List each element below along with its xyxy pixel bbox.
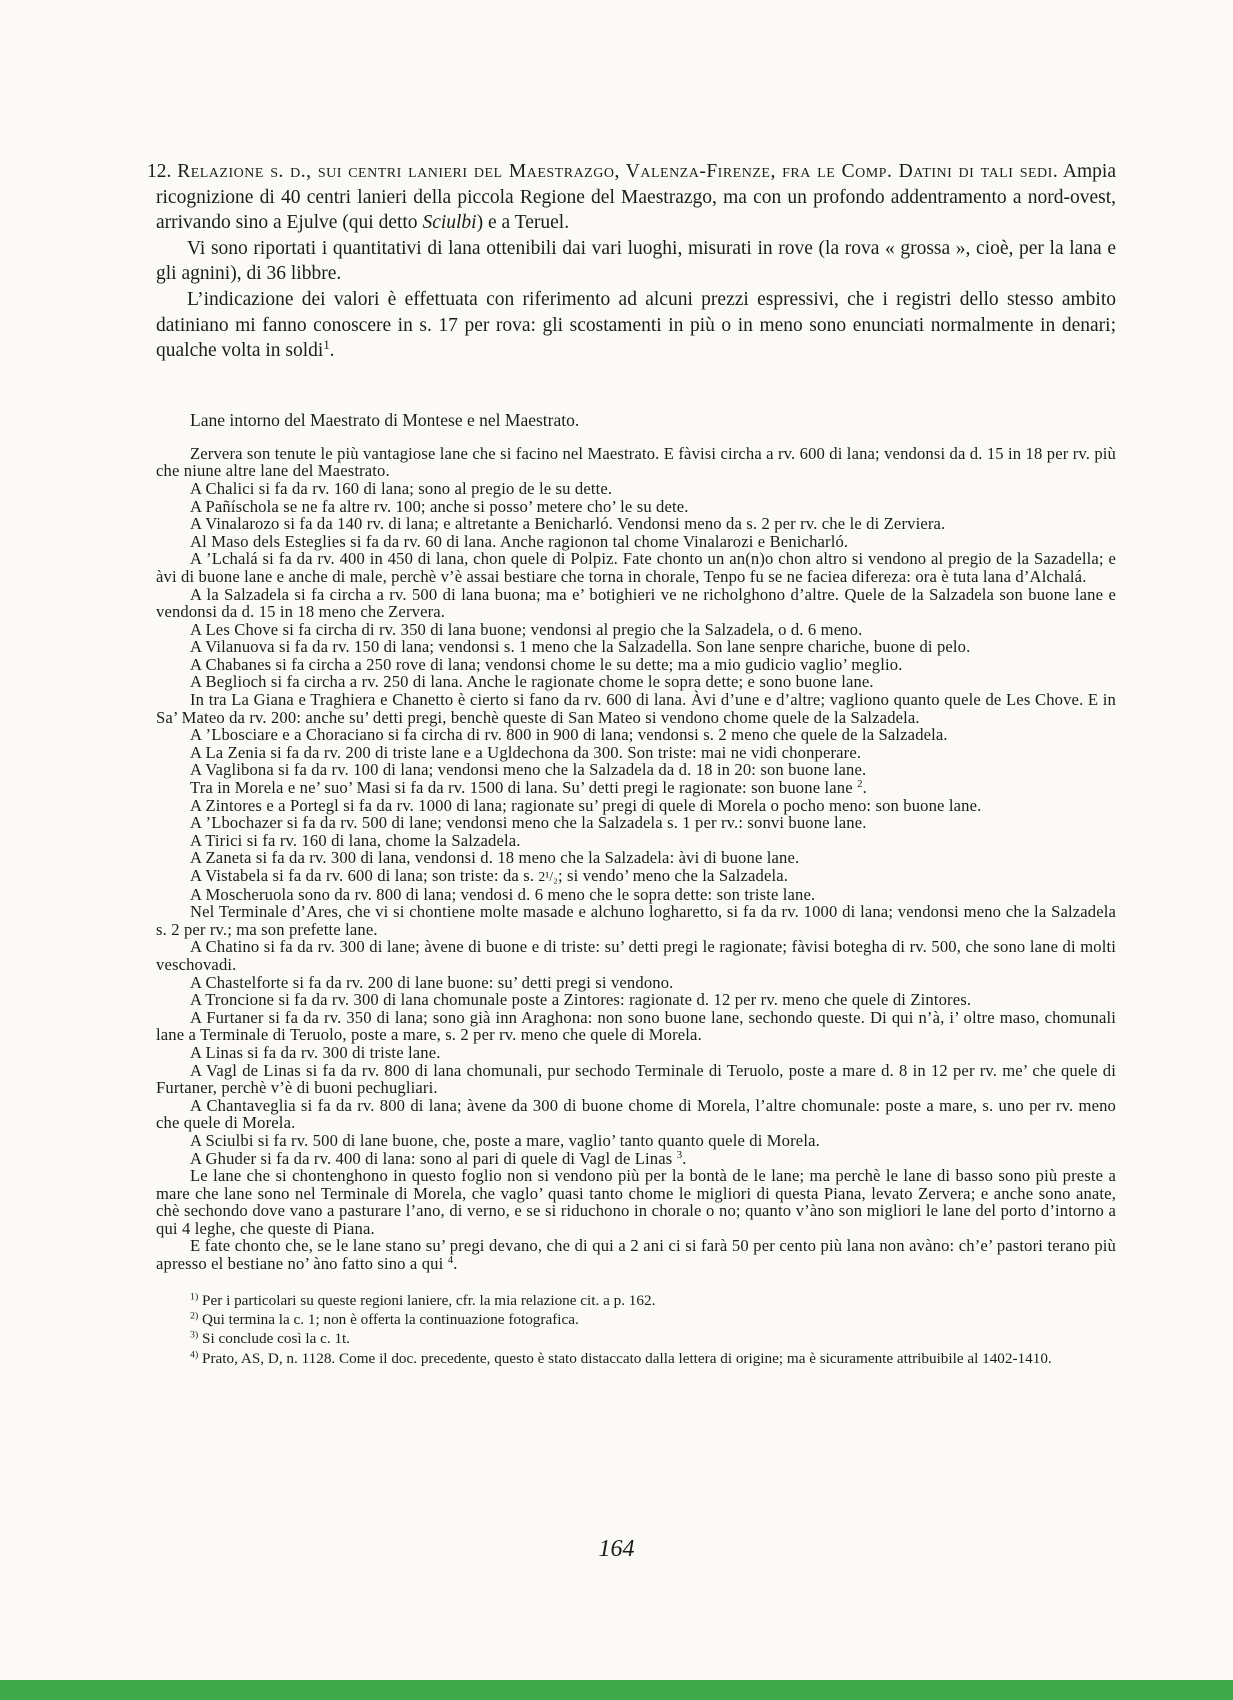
page-number: 164: [598, 1536, 635, 1562]
doc-paragraph: A Pañíschola se ne fa altre rv. 100; anche si posso’ metere cho’ le su dete.: [190, 496, 689, 516]
page-content: [147, 159, 1117, 1368]
doc-paragraph: A Vagl de Linas si fa da rv. 800 di lana chomunali, pur sechodo Terminale di Teruolo, poste a mare d. 8 in 12 per rv. me’ che quele di Furtaner, perchè v’è di buoni pechugliari.: [156, 1060, 1116, 1098]
doc-paragraph-text: A Vistabela si fa da rv. 600 di lana; son triste: da s.: [190, 866, 539, 885]
footnote-text: Per i particolari su queste regioni laniere, cfr. la mia relazione cit. a p. 162.: [202, 1291, 656, 1309]
intro-text: Ampia ricognizione di 40 centri lanieri della piccola Regione del Maestrazgo, ma con un profondo addentramento a nord-ovest, arrivando sino a Ejulve (qui detto: [156, 161, 1117, 234]
doc-paragraph: A Sciulbi si fa rv. 500 di lane buone, che, poste a mare, vaglio’ tanto quanto quele di Morela.: [190, 1130, 820, 1150]
doc-paragraph: Zervera son tenute le più vantagiose lane che si facino nel Maestrato. E fàvisi circha a rv. 600 di lana; vendonsi da d. 15 in 18 per rv. più che niune altre lane del Maestrato.: [156, 443, 1116, 481]
footnote: [156, 1329, 1116, 1348]
footnote-text: Prato, AS, D, n. 1128. Come il doc. precedente, questo è stato distaccato dalla lettera di origine; ma è sicuramente attribuibile al 1402-1410.: [202, 1349, 1052, 1367]
footnote: [156, 1349, 1116, 1368]
doc-paragraph: A Beglioch si fa circha a rv. 250 di lana. Anche le ragionate chome le sopra dette; e sono buone lane.: [190, 672, 874, 692]
doc-paragraph: In tra La Giana e Traghiera e Chanetto è cierto si fano da rv. 600 di lana. Àvi d’une e d’altre; vagliono quanto quele de Les Chove. E in Sa’ Mateo da rv. 200: anche su’ detti pregi, benchè queste di San Mateo si vendono chome quele de la Salzadela.: [156, 690, 1116, 727]
doc-paragraph: A Chatino si fa da rv. 300 di lane; àvene di buone e di triste: su’ detti pregi le ragionate; fàvisi botegha di rv. 500, che sono lane di molti veschovadi.: [156, 937, 1116, 974]
doc-paragraph: A Chalici si fa da rv. 160 di lana; sono al pregio de le su dette.: [190, 478, 613, 498]
entry-number: 12.: [147, 161, 172, 182]
doc-paragraph: A ’Lbosciare e a Choraciano si fa circha di rv. 800 in 900 di lana; vendonsi s. 2 meno che quele de la Salzadela.: [190, 725, 948, 745]
doc-paragraph-text: Tra in Morela e ne’ suo’ Masi si fa da rv. 1500 di lana. Su’ detti pregi le ragionate: son buone lane: [190, 778, 853, 798]
document-title: Lane intorno del Maestrato di Montese e nel Maestrato.: [190, 409, 580, 430]
doc-paragraph: A Chabanes si fa circha a 250 rove di lana; vendonsi chome le su dette; ma a mio gudicio vaglio’ meglio.: [190, 654, 903, 674]
doc-paragraph: A Vaglibona si fa da rv. 100 di lana; vendonsi meno che la Salzadela da d. 18 in 20: son buone lane.: [190, 760, 867, 780]
doc-paragraph: A Vilanuova si fa da rv. 150 di lana; vendonsi s. 1 meno che la Salzadella. Son lane senpre chariche, buone di pelo.: [190, 637, 971, 657]
footnote-ref: 2: [857, 778, 863, 791]
footnote-text: Qui termina la c. 1; non è offerta la continuazione fotografica.: [202, 1310, 579, 1328]
doc-paragraph: Tra in Morela e ne’ suo’ Masi si fa da rv. 1500 di lana. Su’ detti pregi le ragionate: son buone lane $^2$.: [190, 778, 867, 798]
doc-paragraph: A Chastelforte si fa da rv. 200 di lane buone: su’ detti pregi si vendono.: [190, 972, 674, 992]
intro-text-end: ) e a Teruel.: [476, 212, 570, 234]
footnote-ref: 4: [447, 1254, 454, 1267]
fraction: 2¹/₂: [538, 869, 558, 884]
doc-paragraph: A La Zenia si fa da rv. 200 di triste lane e a Ugldechona da 300. Son triste: mai ne vidi chonperare.: [190, 742, 862, 762]
footnote-ref: 1: [323, 338, 330, 353]
intro-paragraph-3: [156, 287, 1116, 364]
footnote: [156, 1291, 1116, 1310]
doc-paragraph: Al Maso dels Esteglies si fa da rv. 60 di lana. Anche ragionon tal chome Vinalarozi e Benicharló.: [190, 531, 849, 551]
doc-paragraph: A Ghuder si fa da rv. 400 di lana: sono al pari di quele di Vagl de Linas $^3$.: [190, 1148, 687, 1168]
scan-edge-strip: [0, 1680, 1233, 1700]
document-body: [156, 445, 1116, 1273]
doc-paragraph: A Les Chove si fa circha di rv. 350 di lana buone; vendonsi al pregio che la Salzadela, o d. 6 meno.: [190, 619, 863, 639]
doc-paragraph: Le lane che si chontenghono in questo foglio non si vendono più per la bontà de le lane; ma perchè le lane di basso sono più preste a mare che lane sono nel Terminale di Morela, che vaglo’ quasi tanto chome le migliori di questa Piana, levato Zervera; e anche sono anate, chè sechondo dove vano a pasturare l’ano, di verno, e se si riduchono in chorale o no; quanto v’àno son migliori le lane del porto d’intorno a qui 4 leghe, che queste di Piana.: [156, 1166, 1116, 1238]
footnote-mark: 4): [190, 1349, 199, 1361]
doc-paragraph: A Furtaner si fa da rv. 350 di lana; sono già inn Araghona: non sono buone lane, sechondo queste. Di qui n’à, i’ oltre maso, chomunali lane a Terminale di Teruolo, poste a mare, s. 2 per rv. meno che quele di Morela.: [156, 1007, 1116, 1045]
doc-paragraph: A Zintores e a Portegl si fa da rv. 1000 di lana; ragionate su’ pregi di quele di Morela o pocho meno: son buone lane.: [190, 795, 982, 815]
footnote-mark: 1): [190, 1291, 199, 1303]
doc-paragraph: A Moscheruola sono da rv. 800 di lana; vendosi d. 6 meno che le sopra dette: son triste lane.: [190, 884, 816, 904]
intro-paragraph-1: [147, 159, 1117, 236]
doc-paragraph: A Vinalarozo si fa da 140 rv. di lana; e altretante a Benicharló. Vendonsi meno da s. 2 per rv. che le di Zerviera.: [190, 514, 946, 534]
doc-paragraph: A Troncione si fa da rv. 300 di lana chomunale poste a Zintores: ragionate d. 12 per rv. meno che quele di Zintores.: [190, 990, 972, 1010]
doc-paragraph-text-end: ; si vendo’ meno che la Salzadela.: [557, 866, 789, 885]
footnotes: [156, 1291, 1116, 1368]
footnote-text: Si conclude così la c. 1t.: [202, 1330, 351, 1348]
doc-paragraph: A Chantaveglia si fa da rv. 800 di lana; àvene da 300 di buone chome di Morela, l’altre chomunale: poste a mare, s. uno per rv. meno che quele di Morela.: [156, 1095, 1116, 1133]
footnote: [156, 1310, 1116, 1329]
doc-paragraph: A Linas si fa da rv. 300 di triste lane.: [190, 1042, 441, 1062]
doc-paragraph: A ’Lbochazer si fa da rv. 500 di lane; vendonsi meno che la Salzadela s. 1 per rv.: sonvi buone lane.: [190, 813, 867, 833]
footnote-ref: 3: [676, 1148, 683, 1161]
doc-paragraph-text: E fate chonto che, se le lane stano su’ pregi devano, che di qui a 2 ani ci si farà 50 per cento più lana non avàno: ch’e’ pastori terano più apresso el bestiane no’ àno fatto sino a qui: [156, 1236, 1116, 1274]
entry-heading: Relazione s. d., sui centri lanieri del Maestrazgo, Valenza-Firenze, fra le Comp. Datini di tali sedi.: [177, 161, 1059, 182]
intro-paragraph-2: Vi sono riportati i quantitativi di lana ottenibili dai vari luoghi, misurati in rove (la rova « grossa », cioè, per la lana e gli agnini), di 36 libbre.: [156, 237, 1116, 285]
doc-paragraph: A ’Lchalá si fa da rv. 400 in 450 di lana, chon quele di Polpiz. Fate chonto un an(n)o chon altro si vendono al pregio de la Sazadella; e àvi di buone lane e anche di male, perchè v’è assai bestiare che torna in chorale, Tenpo fu se ne faciea difereza: ora è tuta lana d’Alchalá.: [156, 549, 1116, 586]
footnote-mark: 3): [190, 1329, 199, 1341]
doc-paragraph: A Tirici si fa rv. 160 di lana, chome la Salzadela.: [190, 830, 521, 850]
doc-paragraph: [156, 867, 1116, 886]
intro-p3-end: .: [329, 340, 335, 362]
doc-paragraph: Nel Terminale d’Ares, che vi si chontiene molte masade e alchuno logharetto, si fa da rv. 1000 di lana; vendonsi meno che la Salzadela s. 2 per rv.; ma son prefette lane.: [156, 902, 1116, 939]
doc-paragraph: A Zaneta si fa da rv. 300 di lana, vendonsi d. 18 meno che la Salzadela: àvi di buone lane.: [190, 848, 800, 868]
doc-paragraph: E fate chonto che, se le lane stano su’ pregi devano, che di qui a 2 ani ci si farà 50 per cento più lana non avàno: ch’e’ pastori terano più apresso el bestiane no’ àno fatto sino a qui $^4$.: [156, 1236, 1116, 1274]
doc-paragraph-text: A Ghuder si fa da rv. 400 di lana: sono al pari di quele di Vagl de Linas: [190, 1148, 673, 1168]
intro-italic: Sciulbi: [422, 212, 477, 234]
intro-section: [147, 159, 1117, 364]
intro-p3-text: L’indicazione dei valori è effettuata con riferimento ad alcuni prezzi espressivi, che i registri dello stesso ambito datiniano mi fanno conoscere in s. 17 per rova: gli scostamenti in più o in meno sono enunciati normalmente in denari; qualche volta in soldi: [156, 288, 1116, 362]
footnote-mark: 2): [190, 1310, 199, 1322]
doc-paragraph: A la Salzadela si fa circha a rv. 500 di lana buona; ma e’ botighieri ve ne richolghono d’altre. Quele de la Salzadela son buone lane e vendonsi da d. 15 in 18 meno che Zervera.: [156, 584, 1116, 622]
